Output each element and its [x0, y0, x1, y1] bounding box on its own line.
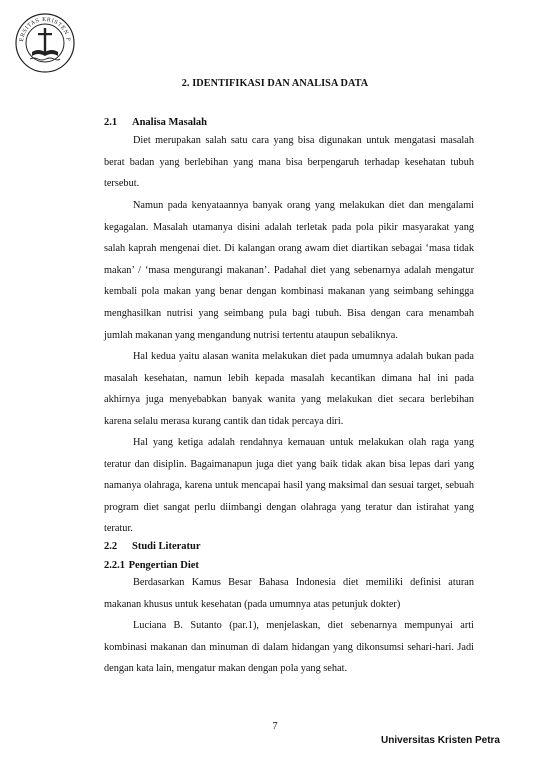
- logo-text: ERSITAS KRISTEN P: [18, 16, 72, 43]
- paragraph: Namun pada kenyataannya banyak orang yang melakukan diet dan mengalami kegagalan. Masalah utamanya disini adalah terletak pada pola pikir masyarakat yang salah kaprah mengenai diet. Di kalangan orang awam diet diartikan sebagai ‘masa tidak makan’ / ‘masa mengurangi makanan’. Padahal diet yang sebenarnya adalah mengatur kembali pola makan yang benar dengan kombinasi makanan yang seimbang sehingga menghasilkan nutrisi yang seimbang pula bagi tubuh. Bisa dengan cara menambah jumlah makanan yang mengandung nutrisi tertentu ataupun sebaliknya.: [104, 200, 474, 341]
- footer-university-name: Universitas Kristen Petra: [381, 735, 500, 746]
- paragraph: Diet merupakan salah satu cara yang bisa digunakan untuk mengatasi masalah berat badan yang berlebihan yang mana bisa berpengaruh terhadap kesehatan tubuh tersebut.: [104, 135, 474, 190]
- paragraph: Hal kedua yaitu alasan wanita melakukan diet pada umumnya adalah bukan pada masalah kesehatan, namun lebih kepada masalah kecantikan dimana hal ini pada akhirnya juga menyebabkan banyak wanita yang melakukan diet secara berlebihan karena selalu merasa kurang cantik dan tidak percaya diri.: [104, 351, 474, 427]
- section-heading-analisa-masalah: [104, 117, 207, 128]
- section-title: Studi Literatur: [132, 541, 201, 552]
- paragraph: Luciana B. Sutanto (par.1), menjelaskan, diet sebenarnya mempunyai arti kombinasi makanan dan minuman di dalam hidangan yang dikonsumsi sehari-hari. Jadi dengan kata lain, mengatur makan dengan pola yang sehat.: [104, 620, 474, 675]
- paragraph: Hal yang ketiga adalah rendahnya kemauan untuk melakukan olah raga yang teratur dan disiplin. Bagaimanapun juga diet yang baik tidak akan bisa lepas dari yang namanya olahraga, karena untuk mencapai hasil yang maksimal dan sesuai target, sebuah program diet sangat perlu diimbangi dengan olahraga yang teratur dan istirahat yang teratur.: [104, 437, 474, 535]
- section-number: 2.1: [104, 117, 118, 128]
- svg-text:UNIVERSITAS KRISTEN PETRA: [14, 12, 71, 42]
- page-title: 2. IDENTIFIKASI DAN ANALISA DATA: [181, 78, 369, 89]
- university-logo: [14, 12, 76, 74]
- section-heading-studi-literatur: [104, 541, 201, 552]
- subsection-heading-pengertian-diet: [104, 560, 199, 571]
- paragraph: Berdasarkan Kamus Besar Bahasa Indonesia diet memiliki definisi aturan makanan khusus untuk kesehatan (pada umumnya atas petunjuk dokter): [104, 577, 474, 610]
- section-title: Analisa Masalah: [132, 117, 207, 128]
- subsection-title: Pengertian Diet: [128, 560, 199, 571]
- section-number: 2.2: [104, 541, 118, 552]
- subsection-number: 2.2.1: [104, 560, 125, 571]
- page-number: 7: [272, 721, 278, 732]
